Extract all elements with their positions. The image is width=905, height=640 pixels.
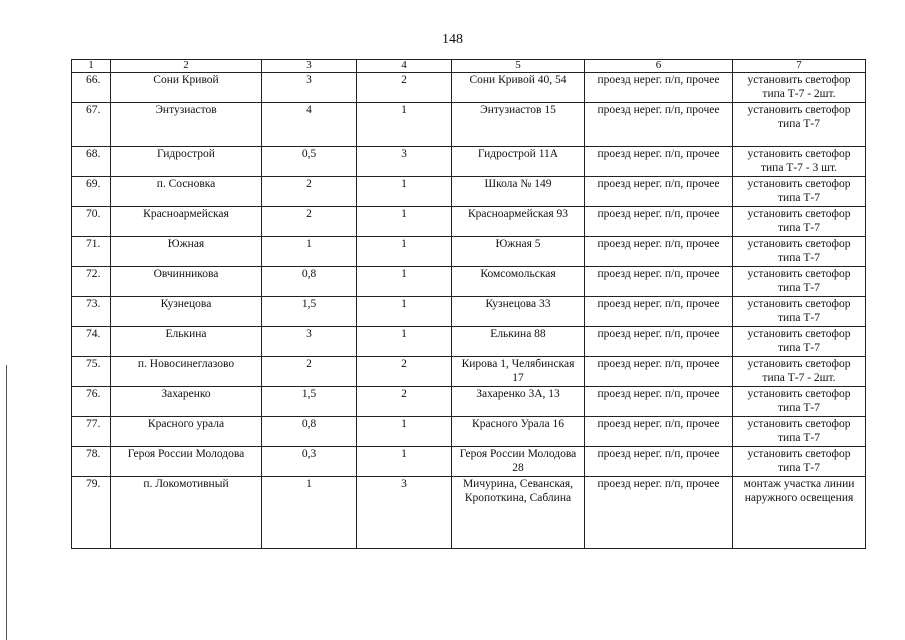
- table-row: [72, 357, 866, 387]
- address: Красноармейская 93: [452, 207, 585, 237]
- measures-table: [71, 59, 866, 549]
- column-4-value: 1: [357, 267, 452, 297]
- street-name: Захаренко: [111, 387, 262, 417]
- street-name: п. Локомотивный: [111, 477, 262, 549]
- row-number: 79.: [72, 477, 111, 549]
- column-4-value: 2: [357, 387, 452, 417]
- action: установить светофор типа Т-7: [733, 267, 866, 297]
- table-row: [72, 477, 866, 549]
- table-row: [72, 177, 866, 207]
- column-4-value: 1: [357, 297, 452, 327]
- condition: проезд нерег. п/п, прочее: [585, 477, 733, 549]
- address: Кирова 1, Челябинская 17: [452, 357, 585, 387]
- street-name: Красноармейская: [111, 207, 262, 237]
- column-number: 5: [452, 60, 585, 73]
- column-3-value: 1,5: [262, 387, 357, 417]
- column-3-value: 0,3: [262, 447, 357, 477]
- condition: проезд нерег. п/п, прочее: [585, 207, 733, 237]
- table-row: [72, 147, 866, 177]
- column-3-value: 2: [262, 177, 357, 207]
- row-number: 67.: [72, 103, 111, 147]
- column-3-value: 4: [262, 103, 357, 147]
- action: установить светофор типа Т-7: [733, 327, 866, 357]
- row-number: 72.: [72, 267, 111, 297]
- table-row: [72, 73, 866, 103]
- column-3-value: 1,5: [262, 297, 357, 327]
- column-number: 7: [733, 60, 866, 73]
- action: установить светофор типа Т-7: [733, 103, 866, 147]
- row-number: 71.: [72, 237, 111, 267]
- column-4-value: 1: [357, 177, 452, 207]
- column-3-value: 0,8: [262, 267, 357, 297]
- table-row: [72, 297, 866, 327]
- street-name: Овчинникова: [111, 267, 262, 297]
- table-row: [72, 327, 866, 357]
- street-name: Кузнецова: [111, 297, 262, 327]
- street-name: Красного урала: [111, 417, 262, 447]
- row-number: 76.: [72, 387, 111, 417]
- column-4-value: 2: [357, 357, 452, 387]
- column-number: 6: [585, 60, 733, 73]
- row-number: 69.: [72, 177, 111, 207]
- column-3-value: 1: [262, 477, 357, 549]
- address: Школа № 149: [452, 177, 585, 207]
- row-number: 77.: [72, 417, 111, 447]
- condition: проезд нерег. п/п, прочее: [585, 267, 733, 297]
- action: установить светофор типа Т-7: [733, 297, 866, 327]
- address: Красного Урала 16: [452, 417, 585, 447]
- table-row: [72, 387, 866, 417]
- address: Елькина 88: [452, 327, 585, 357]
- address: Кузнецова 33: [452, 297, 585, 327]
- column-4-value: 1: [357, 237, 452, 267]
- column-4-value: 1: [357, 417, 452, 447]
- street-name: Энтузиастов: [111, 103, 262, 147]
- column-number-row: [72, 60, 866, 73]
- address: Героя России Молодова 28: [452, 447, 585, 477]
- margin-line: [6, 365, 7, 640]
- address: Гидрострой 11А: [452, 147, 585, 177]
- column-number: 2: [111, 60, 262, 73]
- condition: проезд нерег. п/п, прочее: [585, 327, 733, 357]
- table-row: [72, 417, 866, 447]
- column-number: 3: [262, 60, 357, 73]
- condition: проезд нерег. п/п, прочее: [585, 103, 733, 147]
- action: установить светофор типа Т-7: [733, 417, 866, 447]
- condition: проезд нерег. п/п, прочее: [585, 387, 733, 417]
- row-number: 66.: [72, 73, 111, 103]
- street-name: Гидрострой: [111, 147, 262, 177]
- column-4-value: 1: [357, 103, 452, 147]
- address: Сони Кривой 40, 54: [452, 73, 585, 103]
- action: установить светофор типа Т-7 - 3 шт.: [733, 147, 866, 177]
- street-name: Елькина: [111, 327, 262, 357]
- row-number: 68.: [72, 147, 111, 177]
- column-3-value: 0,5: [262, 147, 357, 177]
- action: установить светофор типа Т-7 - 2шт.: [733, 73, 866, 103]
- condition: проезд нерег. п/п, прочее: [585, 73, 733, 103]
- table-row: [72, 267, 866, 297]
- condition: проезд нерег. п/п, прочее: [585, 447, 733, 477]
- row-number: 73.: [72, 297, 111, 327]
- table-row: [72, 207, 866, 237]
- column-number: 4: [357, 60, 452, 73]
- action: монтаж участка линии наружного освещения: [733, 477, 866, 549]
- row-number: 75.: [72, 357, 111, 387]
- address: Захаренко 3А, 13: [452, 387, 585, 417]
- condition: проезд нерег. п/п, прочее: [585, 297, 733, 327]
- action: установить светофор типа Т-7: [733, 177, 866, 207]
- condition: проезд нерег. п/п, прочее: [585, 357, 733, 387]
- street-name: п. Новосинеглазово: [111, 357, 262, 387]
- action: установить светофор типа Т-7: [733, 387, 866, 417]
- column-4-value: 3: [357, 477, 452, 549]
- column-3-value: 2: [262, 207, 357, 237]
- column-number: 1: [72, 60, 111, 73]
- condition: проезд нерег. п/п, прочее: [585, 147, 733, 177]
- action: установить светофор типа Т-7 - 2шт.: [733, 357, 866, 387]
- table-row: [72, 103, 866, 147]
- column-4-value: 2: [357, 73, 452, 103]
- condition: проезд нерег. п/п, прочее: [585, 177, 733, 207]
- street-name: Южная: [111, 237, 262, 267]
- address: Мичурина, Севанская, Кропоткина, Саблина: [452, 477, 585, 549]
- column-4-value: 1: [357, 447, 452, 477]
- action: установить светофор типа Т-7: [733, 237, 866, 267]
- column-3-value: 0,8: [262, 417, 357, 447]
- street-name: Сони Кривой: [111, 73, 262, 103]
- address: Комсомольская: [452, 267, 585, 297]
- column-3-value: 2: [262, 357, 357, 387]
- action: установить светофор типа Т-7: [733, 207, 866, 237]
- page-number: 148: [442, 32, 463, 47]
- address: Энтузиастов 15: [452, 103, 585, 147]
- column-3-value: 3: [262, 327, 357, 357]
- column-4-value: 1: [357, 207, 452, 237]
- table-row: [72, 447, 866, 477]
- street-name: Героя России Молодова: [111, 447, 262, 477]
- condition: проезд нерег. п/п, прочее: [585, 417, 733, 447]
- table-row: [72, 237, 866, 267]
- column-4-value: 1: [357, 327, 452, 357]
- action: установить светофор типа Т-7: [733, 447, 866, 477]
- row-number: 74.: [72, 327, 111, 357]
- column-3-value: 1: [262, 237, 357, 267]
- column-3-value: 3: [262, 73, 357, 103]
- address: Южная 5: [452, 237, 585, 267]
- street-name: п. Сосновка: [111, 177, 262, 207]
- column-4-value: 3: [357, 147, 452, 177]
- condition: проезд нерег. п/п, прочее: [585, 237, 733, 267]
- row-number: 70.: [72, 207, 111, 237]
- row-number: 78.: [72, 447, 111, 477]
